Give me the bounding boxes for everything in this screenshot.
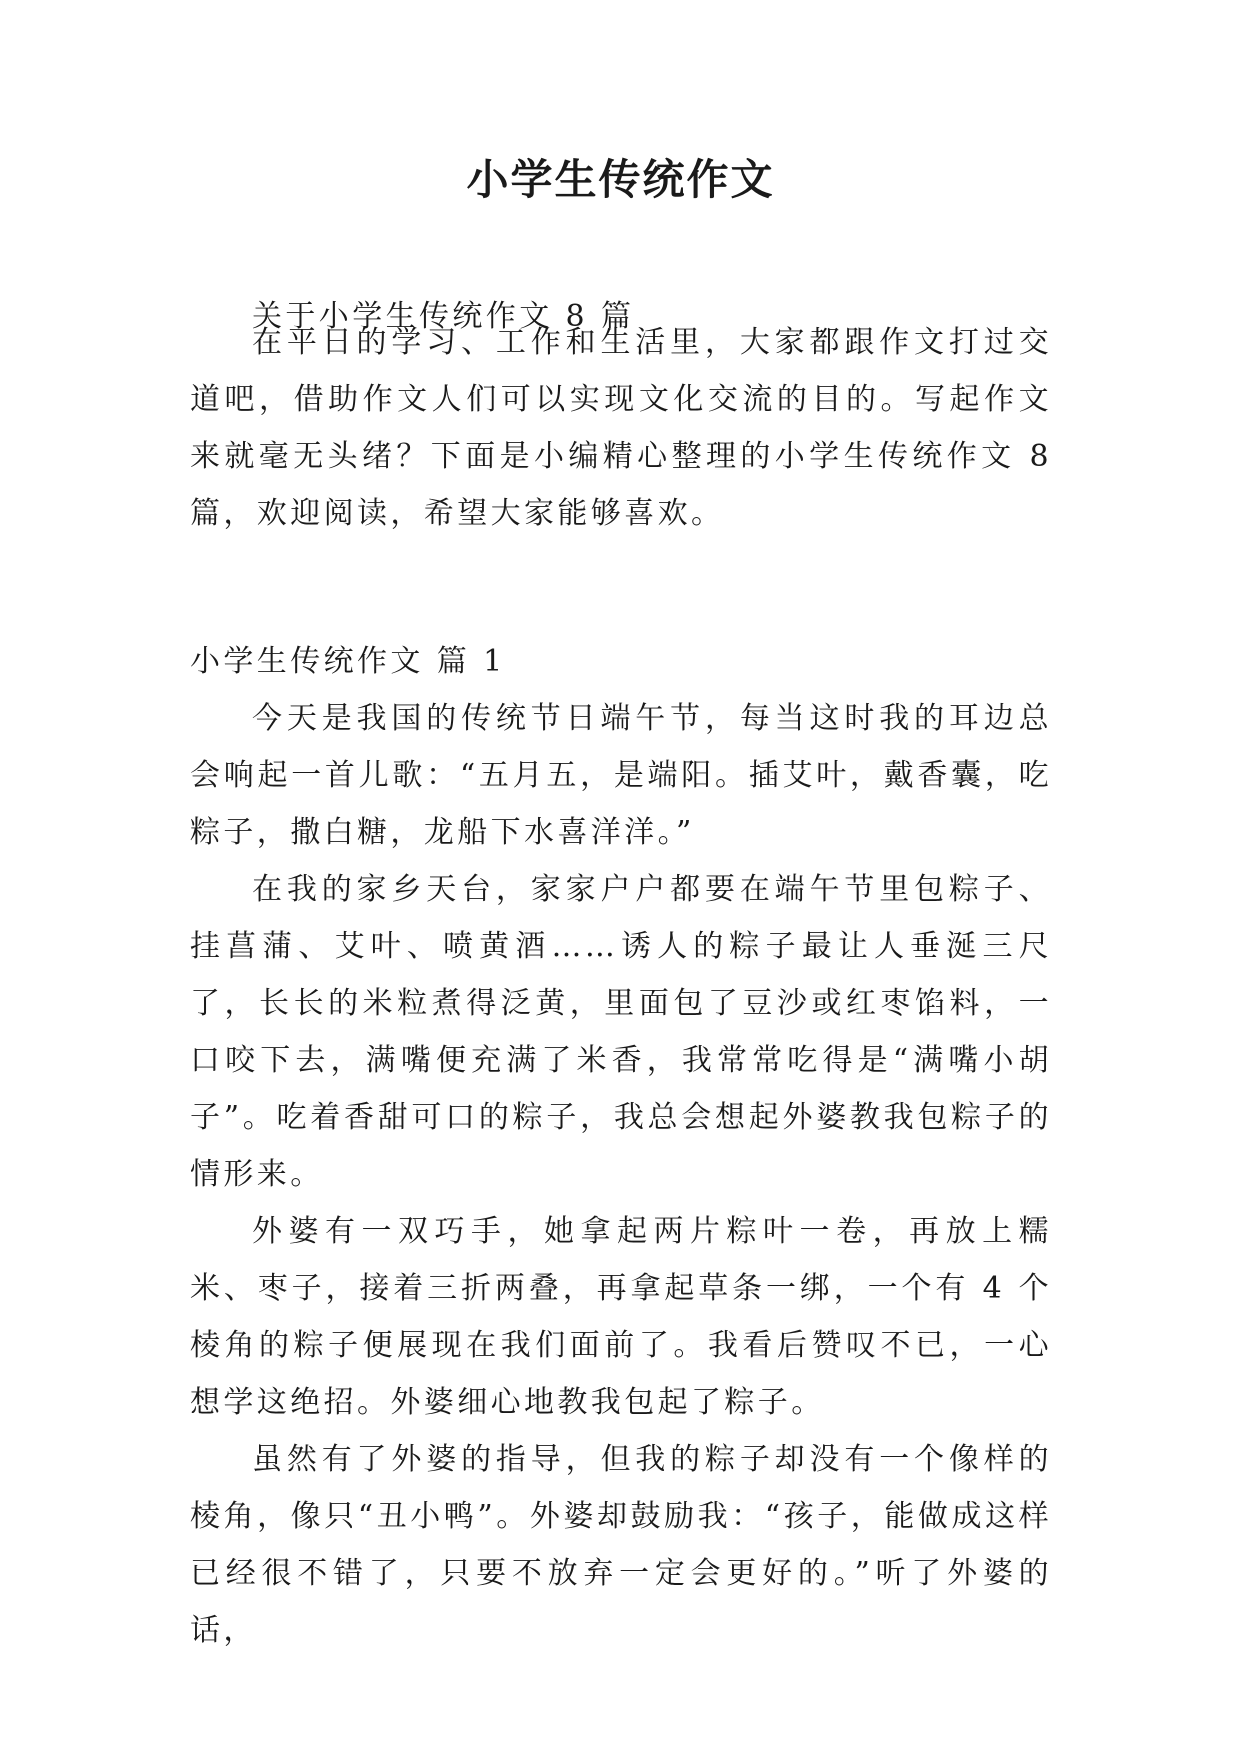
body-paragraph-2: 在我的家乡天台，家家户户都要在端午节里包粽子、挂菖蒲、艾叶、喷黄酒……诱人的粽子最让人垂涎三尺了，长长的米粒煮得泛黄，里面包了豆沙或红枣馅料，一口咬下去，满嘴便充满了米香，我常常吃得是“满嘴小胡子”。吃着香甜可口的粽子，我总会想起外婆教我包粽子的情形来。 [190,872,1052,1192]
body-paragraph-3: 外婆有一双巧手，她拿起两片粽叶一卷，再放上糯米、枣子，接着三折两叠，再拿起草条一绑，一个有 4 个棱角的粽子便展现在我们面前了。我看后赞叹不已，一心想学这绝招。外婆细心地教我包起了粽子。 [190,1214,1052,1420]
body-paragraph-4: 虽然有了外婆的指导，但我的粽子却没有一个像样的棱角，像只“丑小鸭”。外婆却鼓励我：“孩子，能做成这样已经很不错了，只要不放弃一定会更好的。”听了外婆的话， [190,1442,1052,1648]
section-heading: 小学生传统作文 篇 1 [190,644,506,679]
intro-text: 在平日的学习、工作和生活里，大家都跟作文打过交道吧，借助作文人们可以实现文化交流的目的。写起作文来就毫无头绪？下面是小编精心整理的小学生传统作文 8 篇，欢迎阅读，希望大家能够喜欢。 [190,325,1052,531]
essay-body [190,690,1052,1659]
document-title: 小学生传统作文 [466,155,775,204]
body-paragraph-1: 今天是我国的传统节日端午节，每当这时我的耳边总会响起一首儿歌：“五月五，是端阳。插艾叶，戴香囊，吃粽子，撒白糖，龙船下水喜洋洋。” [190,701,1052,850]
document-subtitle: 关于小学生传统作文 8 篇 [252,299,635,334]
intro-paragraph [190,314,1052,542]
